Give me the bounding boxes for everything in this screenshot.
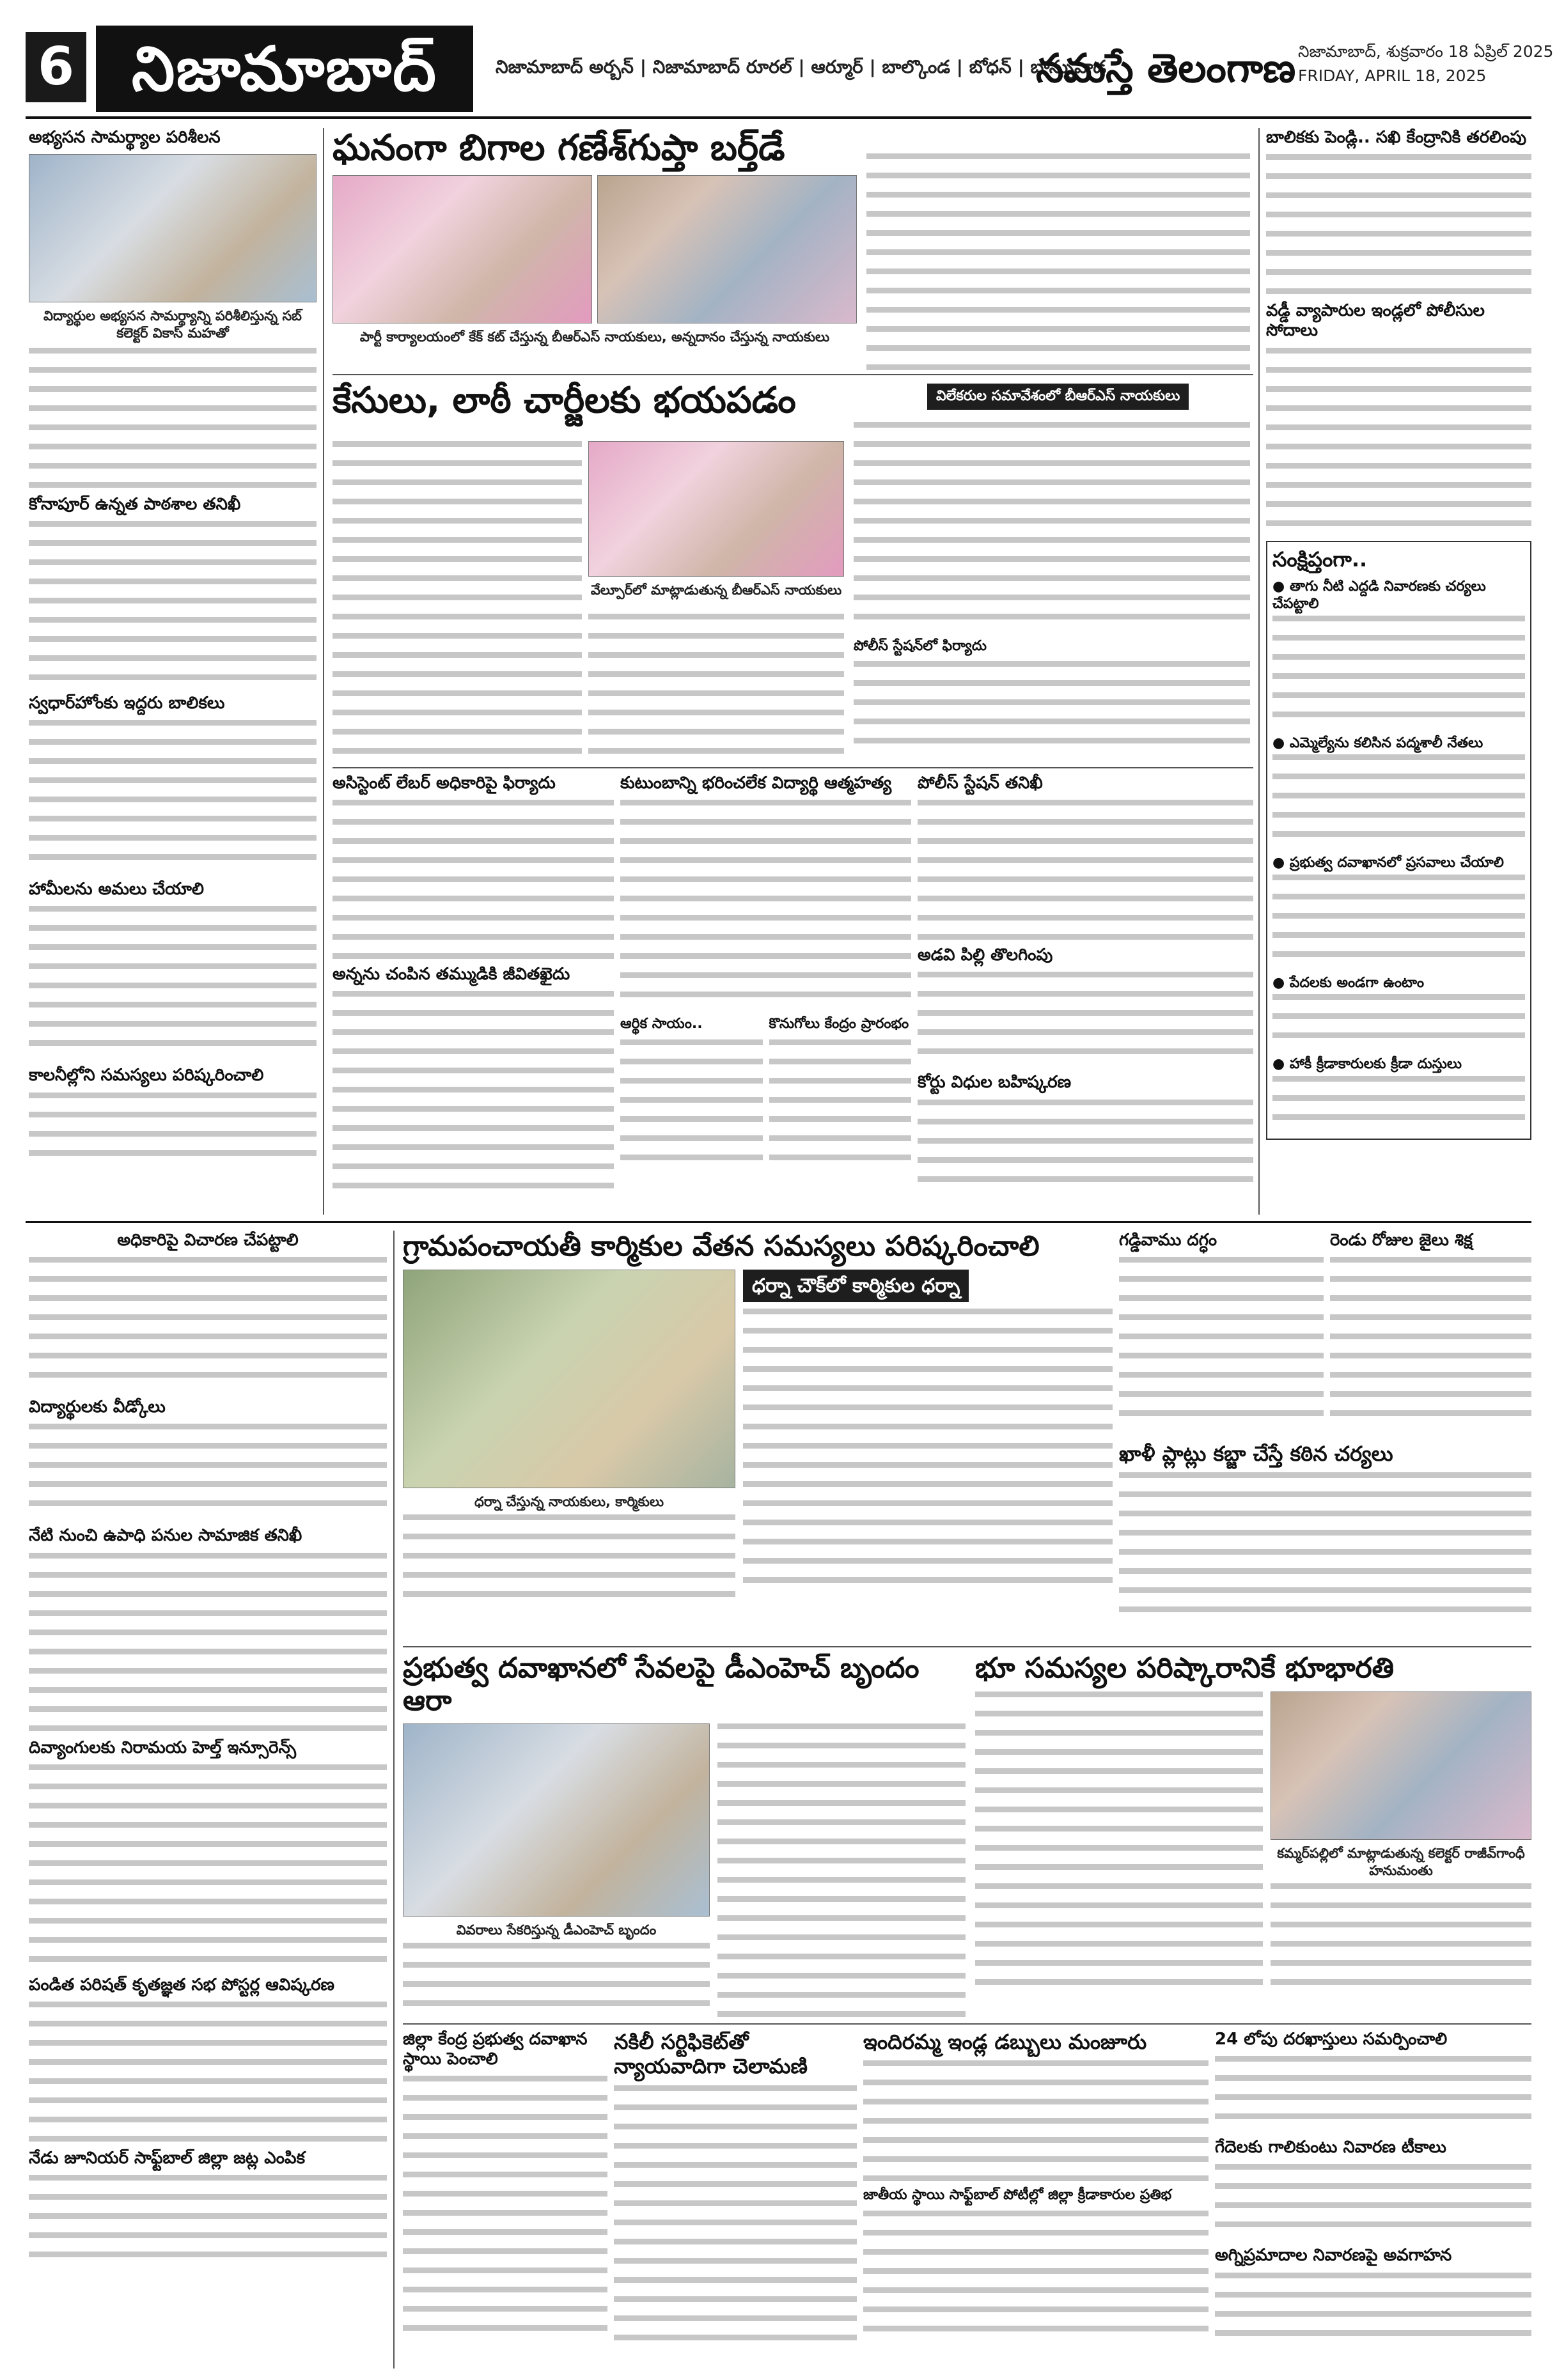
section-tag: విలేకరుల సమావేశంలో బీఆర్ఎస్ నాయకులు — [927, 384, 1189, 410]
article-body — [403, 2076, 607, 2344]
headline: ఘనంగా బిగాల గణేశ్‌గుప్తా బర్త్‌డే — [333, 128, 785, 169]
article-body — [620, 800, 911, 1011]
masthead — [26, 26, 1554, 112]
cases-headline-box — [333, 380, 921, 438]
article-body — [975, 1692, 1263, 1992]
masthead-rule — [26, 116, 1531, 119]
column-divider — [323, 128, 324, 1215]
article-body — [29, 1093, 317, 1169]
headline: కోర్టు విధుల బహిష్కరణ — [918, 1073, 1072, 1093]
article-body — [29, 2002, 387, 2142]
student-article — [620, 774, 911, 1215]
section-divider — [333, 374, 1253, 375]
headline: విద్యార్థులకు వీడ్కోలు — [29, 1397, 166, 1417]
headline: గ్రామపంచాయతీ కార్మికుల వేతన సమస్యలు పరిష్కరించాలి — [403, 1231, 1040, 1263]
headline: కొనుగోలు కేంద్రం ప్రారంభం — [769, 1016, 909, 1032]
headline: కేసులు, లాఠీ చార్జీలకు భయపడం — [333, 380, 796, 421]
section-list: నిజామాబాద్ అర్బన్ | నిజామాబాద్ రూరల్ | ఆర్మూర్ | బాల్కొండ | బోధన్ | బాన్సువాడ — [496, 56, 1107, 77]
article-body — [918, 800, 1253, 940]
photo-caption: వివరాలు సేకరిస్తున్న డీఎంహెచ్ బృందం — [456, 1922, 657, 1938]
article-body — [29, 906, 317, 1059]
headline: జిల్లా కేంద్ర ప్రభుత్వ దవాఖాన స్థాయి పెంచాలి — [403, 2030, 588, 2069]
headline: అధికారిపై విచారణ చేపట్టాలి — [117, 1231, 299, 1250]
headline: ఇందిరమ్మ ఇండ్ల డబ్బులు మంజూరు — [863, 2030, 1147, 2054]
grama-panchayati-article — [403, 1231, 1113, 1640]
article-body — [1215, 2164, 1531, 2241]
headline: ఆర్థిక సాయం.. — [620, 1016, 703, 1032]
headline: వడ్డీ వ్యాపారుల ఇండ్లలో పోలీసుల సోదాలు — [1266, 301, 1485, 341]
brief-headline: ● ప్రభుత్వ దవాఖానలో ప్రసవాలు చేయాలి — [1272, 854, 1525, 872]
headline: అగ్నిప్రమాదాల నివారణపై అవగాహన — [1215, 2246, 1452, 2266]
plots-article — [1119, 1442, 1531, 1640]
article-body — [29, 1553, 387, 1732]
headline: గేదెలకు గాలికుంటు నివారణ టీకాలు — [1215, 2138, 1446, 2158]
dateline — [1298, 40, 1554, 88]
article-body — [29, 1257, 387, 1391]
article-body — [1119, 1472, 1531, 1626]
news-photo — [1271, 1692, 1531, 1840]
headline: అభ్యసన సామర్థ్యాల పరిశీలన — [29, 128, 221, 147]
headline: పండిత పరిషత్ కృతజ్ఞత సభ పోస్టర్ల ఆవిష్కరణ — [29, 1975, 335, 1995]
bhu-bharati-article — [975, 1653, 1531, 2017]
dmho-article — [403, 1653, 966, 2017]
article-body — [1266, 154, 1531, 295]
article-body — [403, 1514, 735, 1604]
briefs-box — [1266, 541, 1531, 1140]
headline: గడ్డివాము దగ్ధం — [1119, 1231, 1217, 1250]
headline: అడవి పిల్లి తొలగింపు — [918, 945, 1053, 965]
article-body — [918, 1100, 1253, 1195]
article-body — [29, 521, 317, 687]
section-divider — [403, 2023, 1531, 2025]
article-body — [854, 422, 1250, 633]
article-body — [1330, 1257, 1531, 1417]
article-body — [333, 800, 614, 960]
article-body — [333, 441, 582, 761]
article-body — [1266, 348, 1531, 533]
article-body — [717, 1723, 966, 2017]
article-body — [1272, 1076, 1525, 1133]
headline: పోలీస్ స్టేషన్ తనిఖీ — [918, 774, 1043, 793]
photo-caption: విద్యార్థుల అభ్యసన సామర్థ్యాన్ని పరిశీలిస్తున్న సబ్ కలెక్టర్ వికాస్ మహతో — [43, 308, 302, 341]
headline: నకిలీ సర్టిఫికెట్‌తో న్యాయవాదిగా చెలామణి — [614, 2030, 808, 2079]
news-photo — [588, 441, 844, 577]
headline: 24 లోపు దరఖాస్తులు సమర్పించాలి — [1215, 2030, 1448, 2049]
cases-body-mid — [588, 614, 844, 761]
brief-headline: ● తాగు నీటి ఎద్దడి నివారణకు చర్యలు చేపట్టాలి — [1272, 578, 1525, 613]
subheadline: పోలీస్ స్టేషన్‌లో ఫిర్యాదు — [854, 638, 987, 654]
briefs-title: సంక్షిప్తంగా.. — [1272, 547, 1368, 572]
article-body — [863, 2211, 1209, 2338]
headline: కాలనీల్లోని సమస్యలు పరిష్కరించాలి — [29, 1066, 264, 1085]
headline: కుటుంబాన్ని భరించలేక విద్యార్థి ఆత్మహత్య — [620, 774, 892, 793]
article-body — [866, 153, 1250, 371]
police-article — [918, 774, 1253, 1215]
photo-caption: పార్టీ కార్యాలయంలో కేక్ కట్ చేస్తున్న బీఆర్ఎస్ నాయకులు, అన్నదానం చేస్తున్న నాయకులు — [359, 329, 830, 345]
right-column-bottom — [1215, 2030, 1531, 2368]
article-body — [769, 1039, 912, 1167]
article-body — [1272, 875, 1525, 970]
newspaper-name: నమస్తే తెలంగాణ — [1036, 45, 1296, 91]
gaddivamu-article — [1119, 1231, 1324, 1435]
headline: దివ్యాంగులకు నిరామయ హెల్త్ ఇన్సూరెన్స్ — [29, 1738, 297, 1757]
article-body — [1271, 1883, 1531, 1986]
news-photo — [403, 1270, 735, 1488]
ganesh-article — [333, 128, 857, 364]
headline: నేడు జూనియర్ సాఫ్ట్‌బాల్ జిల్లా జట్ల ఎంపిక — [29, 2148, 306, 2168]
section-divider — [403, 1646, 1531, 1647]
right-column — [1266, 128, 1531, 1215]
headline: బాలికకు పెండ్లి.. సఖి కేంద్రానికి తరలింపు — [1266, 128, 1527, 147]
date-english: FRIDAY, APRIL 18, 2025 — [1298, 66, 1487, 85]
article-body — [620, 1039, 763, 1167]
news-photo — [333, 175, 592, 323]
article-body — [333, 991, 614, 1202]
article-body — [403, 1943, 710, 2017]
article-body — [1272, 616, 1525, 731]
left-column-lower — [29, 1231, 387, 2368]
indiramma-article — [863, 2030, 1209, 2368]
section-divider — [333, 767, 1253, 768]
page-number: 6 — [26, 32, 86, 102]
photo-caption: కమ్మర్‌పల్లిలో మాట్లాడుతున్న కలెక్టర్ రాజీవ్‌గాంధీ హనుమంతు — [1277, 1845, 1525, 1878]
article-body — [863, 2060, 1209, 2182]
article-body — [1119, 1257, 1324, 1417]
article-body — [918, 972, 1253, 1068]
headline: అన్నను చంపిన తమ్ముడికి జీవితఖైదు — [333, 965, 570, 984]
article-body — [1215, 2273, 1531, 2349]
headline: స్వధార్‌హోంకు ఇద్దరు బాలికలు — [29, 693, 225, 713]
labour-article — [333, 774, 614, 1215]
district-hospital-article — [403, 2030, 607, 2368]
headline: హామీలను అమలు చేయాలి — [29, 880, 204, 899]
article-body — [29, 1424, 387, 1520]
article-body — [1272, 994, 1525, 1052]
news-photo — [597, 175, 857, 323]
edition-title: నిజామాబాద్ — [96, 26, 473, 112]
article-body — [29, 720, 317, 873]
section-rule — [26, 1221, 1531, 1223]
left-column — [29, 128, 317, 1215]
photo-caption: వేల్పూర్‌లో మాట్లాడుతున్న బీఆర్ఎస్ నాయకులు — [590, 582, 842, 598]
column-divider — [393, 1231, 395, 2368]
ganesh-article-body — [866, 153, 1250, 371]
jail-article — [1330, 1231, 1531, 1435]
cases-tag-box — [927, 384, 1253, 416]
brief-headline: ● పేదలకు అండగా ఉంటాం — [1272, 974, 1525, 992]
column-divider — [1258, 128, 1260, 1215]
photo-caption: ధర్నా చేస్తున్న నాయకులు, కార్మికులు — [474, 1493, 664, 1509]
fake-certificate-article — [614, 2030, 857, 2368]
news-photo — [29, 154, 317, 302]
article-body — [29, 1764, 387, 1969]
news-photo — [403, 1723, 710, 1917]
article-body — [588, 614, 844, 761]
cases-photo-box — [588, 441, 844, 607]
brief-headline: ● హాకీ క్రీడాకారులకు క్రీడా దుస్తులు — [1272, 1055, 1525, 1073]
article-body — [743, 1309, 1113, 1590]
article-body — [614, 2085, 857, 2341]
cases-body-right — [854, 422, 1250, 761]
article-body — [1215, 2056, 1531, 2133]
headline: భూ సమస్యల పరిష్కారానికే భూభారతి — [975, 1653, 1395, 1684]
date-telugu: నిజామాబాద్, శుక్రవారం 18 ఏప్రిల్ 2025 — [1298, 42, 1554, 61]
article-body — [1272, 754, 1525, 850]
headline: రెండు రోజుల జైలు శిక్ష — [1330, 1231, 1473, 1250]
headline: నేటి నుంచి ఉపాధి పనుల సామాజిక తనిఖీ — [29, 1526, 302, 1546]
cases-body-left — [333, 441, 582, 761]
headline: కోనాపూర్ ఉన్నత పాఠశాల తనిఖీ — [29, 494, 241, 514]
article-body — [29, 2175, 387, 2271]
dharna-box: ధర్నా చౌక్‌లో కార్మికుల ధర్నా — [743, 1270, 969, 1302]
headline: ఖాళీ ప్లాట్లు కబ్జా చేస్తే కఠిన చర్యలు — [1119, 1442, 1393, 1466]
article-body — [854, 661, 1250, 757]
brief-headline: ● ఎమ్మెల్యేను కలిసిన పద్మశాలీ నేతలు — [1272, 735, 1525, 752]
headline: జాతీయ స్థాయి సాఫ్ట్‌బాల్ పోటీల్లో జిల్లా క్రీడాకారుల ప్రతిభ — [863, 2187, 1172, 2204]
article-body — [29, 348, 317, 488]
headline: అసిస్టెంట్ లేబర్ అధికారిపై ఫిర్యాదు — [333, 774, 556, 793]
headline: ప్రభుత్వ దవాఖానలో సేవలపై డీఎంహెచ్ బృందం ఆరా — [403, 1653, 919, 1717]
